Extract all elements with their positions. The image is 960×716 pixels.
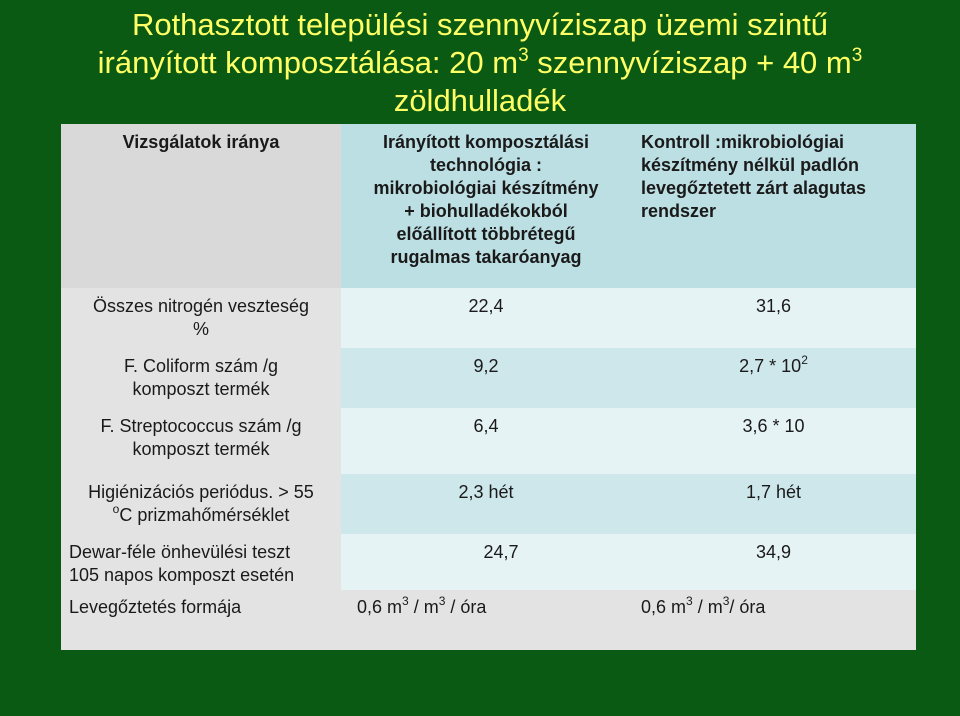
header-col1-line: + biohulladékokból: [404, 201, 568, 221]
row-label-line: komposzt termék: [132, 439, 270, 459]
title-sup-1: 3: [518, 45, 529, 66]
table-row-label: [61, 288, 341, 348]
row-label-line: %: [192, 319, 209, 339]
cell-value: [739, 355, 808, 378]
header-col1-line: technológia :: [430, 155, 542, 175]
row-label-line: Dewar-féle önhevülési teszt: [69, 542, 291, 562]
cell-value: 24,7: [483, 542, 519, 562]
header-col0-text: Vizsgálatok iránya: [122, 132, 280, 152]
cell-value: 34,9: [755, 542, 792, 562]
cell-value: [357, 596, 486, 619]
row-label-line: F. Streptococcus szám /g: [100, 416, 302, 436]
cell-value-sup: 2: [801, 353, 808, 367]
header-col2-line: készítmény nélkül padlón: [641, 155, 860, 175]
table-cell-treatment: [341, 408, 631, 474]
cell-value: [641, 596, 765, 619]
table-cell-control: [631, 534, 916, 590]
title-line-1: Rothasztott települési szennyvíziszap üzemi szintű: [131, 7, 829, 42]
value-sup: 3: [722, 594, 730, 608]
row-label-line: Összes nitrogén veszteség: [92, 296, 310, 316]
header-col-treatment: [341, 124, 631, 288]
comparison-table: [61, 124, 916, 650]
row-label-line: 105 napos komposzt esetén: [69, 565, 295, 585]
header-col2-line: rendszer: [641, 201, 717, 221]
value-part: / óra: [729, 597, 766, 617]
header-col1-line: mikrobiológiai készítmény: [373, 178, 599, 198]
cell-value: 1,7 hét: [745, 482, 802, 502]
value-part: / m: [692, 597, 723, 617]
table-cell-control: [631, 288, 916, 348]
row-label-line: Higiénizációs periódus. > 55: [88, 482, 314, 502]
table-cell-treatment: [341, 474, 631, 534]
table-row-label: [61, 534, 341, 590]
header-col1-line: rugalmas takaróanyag: [390, 247, 582, 267]
value-part: / óra: [445, 597, 487, 617]
value-sup: 3: [402, 594, 409, 608]
aeration-treatment-value: [357, 596, 617, 626]
table-cell-treatment: [341, 348, 631, 408]
cell-value: 31,6: [755, 296, 792, 316]
cell-value-base: 2,7 * 10: [739, 356, 802, 376]
table-cell-control: [631, 474, 916, 534]
row-label-line: Levegőztetés formája: [69, 597, 242, 617]
cell-value: 6,4: [473, 416, 499, 436]
aeration-control-value: [641, 596, 901, 626]
header-col-control: [631, 124, 916, 288]
table-row-label: [61, 408, 341, 474]
table-cell-treatment: [341, 288, 631, 348]
degree-sup: o: [112, 502, 120, 516]
value-part: 0,6 m: [641, 597, 687, 617]
title-line-2-part-a: irányított komposztálása: 20 m: [97, 45, 519, 80]
value-part: 0,6 m: [357, 597, 403, 617]
header-col1-line: előállított többrétegű: [396, 224, 576, 244]
title-line-3: zöldhulladék: [393, 83, 567, 118]
title-sup-2: 3: [851, 45, 863, 66]
header-col-label: [61, 124, 341, 288]
value-sup: 3: [438, 594, 446, 608]
cell-value: 22,4: [468, 296, 504, 316]
row-label-line: F. Coliform szám /g: [123, 356, 279, 376]
cell-value: 2,3 hét: [458, 482, 514, 502]
table-row-label: [61, 348, 341, 408]
header-col2-line: Kontroll :mikrobiológiai: [641, 132, 844, 152]
value-part: / m: [408, 597, 439, 617]
row-label-line: [113, 504, 290, 527]
row-label-line: komposzt termék: [132, 379, 270, 399]
table-cell-control: [631, 348, 916, 408]
header-col2-line: levegőztetett zárt alagutas: [641, 178, 867, 198]
value-sup: 3: [686, 594, 693, 608]
header-col1-line: Irányított komposztálási: [382, 132, 590, 152]
title-line-2-part-b: szennyvíziszap + 40 m: [528, 45, 852, 80]
cell-value: 9,2: [473, 356, 499, 376]
row-label-line-2: C prizmahőmérséklet: [119, 505, 290, 525]
cell-value: 3,6 * 10: [742, 416, 805, 436]
aeration-label: [69, 596, 339, 626]
table-cell-control: [631, 408, 916, 474]
table-cell-treatment: [341, 534, 631, 590]
slide-title: [0, 6, 960, 120]
title-line-2: [0, 44, 960, 82]
table-row-label: [61, 474, 341, 534]
